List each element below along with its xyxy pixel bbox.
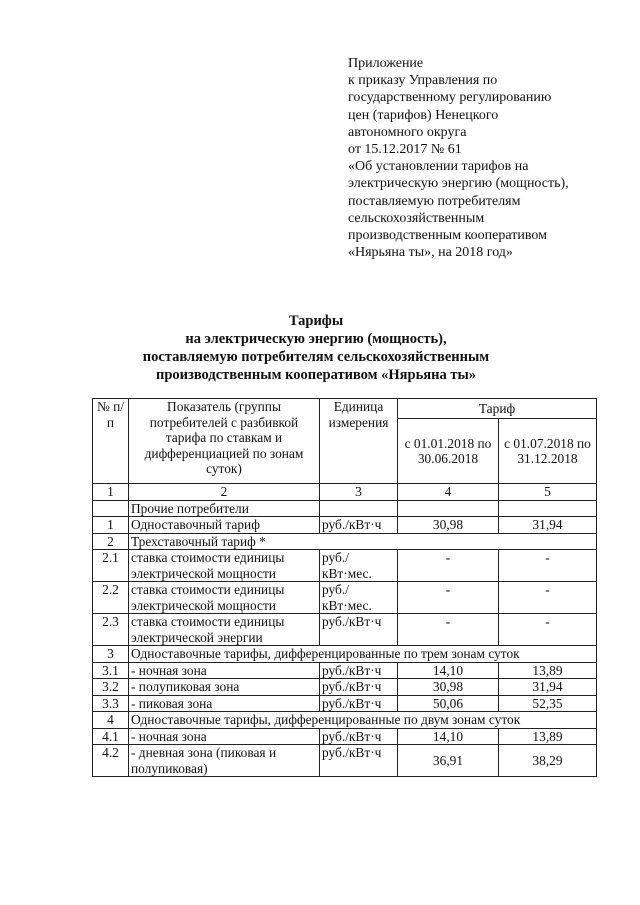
row-value-1: 36,91 xyxy=(398,745,499,777)
row-value-2: 13,89 xyxy=(499,662,597,679)
row-value-2: 31,94 xyxy=(499,679,597,696)
row-value-2: 52,35 xyxy=(499,695,597,712)
appendix-line: к приказу Управления по xyxy=(348,73,498,89)
col-number: 2 xyxy=(129,484,320,501)
row-num: 3.3 xyxy=(93,695,129,712)
header-period-2: с 01.07.2018 по 31.12.2018 xyxy=(499,419,597,484)
row-unit: руб./кВт·ч xyxy=(320,614,398,646)
row-num: 2.3 xyxy=(93,614,129,646)
row-name: ставка стоимости единицы электрической энергии xyxy=(129,614,320,646)
table-row xyxy=(93,614,597,646)
appendix-block xyxy=(348,55,618,261)
row-name: Одноставочный тариф xyxy=(129,517,320,534)
col-number: 4 xyxy=(398,484,499,501)
table-row xyxy=(93,550,597,582)
row-unit: руб./кВт·ч xyxy=(320,695,398,712)
table-row xyxy=(93,500,597,517)
section-name: Одноставочные тарифы, дифференцированные по двум зонам суток xyxy=(129,712,597,729)
table-row xyxy=(93,517,597,534)
row-value-1: 30,98 xyxy=(398,679,499,696)
row-unit: руб./кВт·ч xyxy=(320,745,398,777)
row-unit: руб./кВт·ч xyxy=(320,517,398,534)
table-row xyxy=(93,728,597,745)
appendix-line: поставляемую потребителям xyxy=(348,193,521,209)
section-num: 4 xyxy=(93,712,129,729)
appendix-line: производственным кооперативом xyxy=(348,228,547,244)
appendix-line: электрическую энергию (мощность), xyxy=(348,176,569,192)
header-indicator: Показатель (группы потребителей с разбивкой тарифа по ставкам и дифференциацией по зонам суток) xyxy=(129,399,320,484)
row-value-2: - xyxy=(499,582,597,614)
col-number: 5 xyxy=(499,484,597,501)
column-numbers-row xyxy=(93,484,597,501)
row-num: 4.2 xyxy=(93,745,129,777)
row-value-1: - xyxy=(398,550,499,582)
row-value-1: - xyxy=(398,582,499,614)
row-value-1: 14,10 xyxy=(398,728,499,745)
section-num: 3 xyxy=(93,646,129,663)
row-value-1: 50,06 xyxy=(398,695,499,712)
row-name: - полупиковая зона xyxy=(129,679,320,696)
section-row xyxy=(93,712,597,729)
row-value-2: - xyxy=(499,550,597,582)
appendix-line: государственному регулированию xyxy=(348,90,552,106)
row-unit xyxy=(320,500,398,517)
row-num xyxy=(93,500,129,517)
title-line: Тарифы xyxy=(288,313,344,329)
appendix-line: от 15.12.2017 № 61 xyxy=(348,142,462,158)
appendix-line: «Нярьяна ты», на 2018 год» xyxy=(348,245,513,261)
row-value-2 xyxy=(499,500,597,517)
row-unit: руб./кВт·мес. xyxy=(320,582,398,614)
title-line: поставляемую потребителям сельскохозяйственным xyxy=(142,349,490,365)
appendix-line: сельскохозяйственным xyxy=(348,210,485,226)
row-unit: руб./кВт·ч xyxy=(320,679,398,696)
document-title xyxy=(96,312,536,384)
col-number: 1 xyxy=(93,484,129,501)
title-line: на электрическую энергию (мощность), xyxy=(185,331,447,347)
row-value-2: 13,89 xyxy=(499,728,597,745)
row-unit: руб./кВт·мес. xyxy=(320,550,398,582)
row-value-2: - xyxy=(499,614,597,646)
row-unit: руб./кВт·ч xyxy=(320,728,398,745)
header-period-1: с 01.01.2018 по 30.06.2018 xyxy=(398,419,499,484)
appendix-line: «Об установлении тарифов на xyxy=(348,159,529,175)
row-num: 3.2 xyxy=(93,679,129,696)
table-row xyxy=(93,745,597,777)
section-row xyxy=(93,646,597,663)
row-name: Прочие потребители xyxy=(129,500,320,517)
title-line: производственным кооперативом «Нярьяна ты» xyxy=(155,367,477,383)
row-name: ставка стоимости единицы электрической мощности xyxy=(129,550,320,582)
header-unit: Единица измерения xyxy=(320,399,398,484)
section-row xyxy=(93,533,597,550)
row-name: ставка стоимости единицы электрической мощности xyxy=(129,582,320,614)
row-num: 3.1 xyxy=(93,662,129,679)
header-tariff: Тариф xyxy=(398,399,597,419)
row-value-1: 14,10 xyxy=(398,662,499,679)
row-num: 1 xyxy=(93,517,129,534)
appendix-line: Приложение xyxy=(348,56,424,71)
header-num: № п/п xyxy=(93,399,129,484)
table-row xyxy=(93,679,597,696)
appendix-line: цен (тарифов) Ненецкого xyxy=(348,107,499,123)
row-value-2: 38,29 xyxy=(499,745,597,777)
row-name: - пиковая зона xyxy=(129,695,320,712)
section-name: Трехставочный тариф * xyxy=(129,533,597,550)
row-num: 4.1 xyxy=(93,728,129,745)
row-value-1 xyxy=(398,500,499,517)
table-header-row xyxy=(93,399,597,419)
row-unit: руб./кВт·ч xyxy=(320,662,398,679)
row-value-2: 31,94 xyxy=(499,517,597,534)
tariff-table xyxy=(92,398,597,777)
table-row xyxy=(93,662,597,679)
row-num: 2.1 xyxy=(93,550,129,582)
row-name: - дневная зона (пиковая и полупиковая) xyxy=(129,745,320,777)
appendix-line: автономного округа xyxy=(348,124,467,140)
row-value-1: - xyxy=(398,614,499,646)
section-num: 2 xyxy=(93,533,129,550)
row-name: - ночная зона xyxy=(129,728,320,745)
col-number: 3 xyxy=(320,484,398,501)
table-row xyxy=(93,582,597,614)
row-value-1: 30,98 xyxy=(398,517,499,534)
row-name: - ночная зона xyxy=(129,662,320,679)
section-name: Одноставочные тарифы, дифференцированные по трем зонам суток xyxy=(129,646,597,663)
row-num: 2.2 xyxy=(93,582,129,614)
table-row xyxy=(93,695,597,712)
